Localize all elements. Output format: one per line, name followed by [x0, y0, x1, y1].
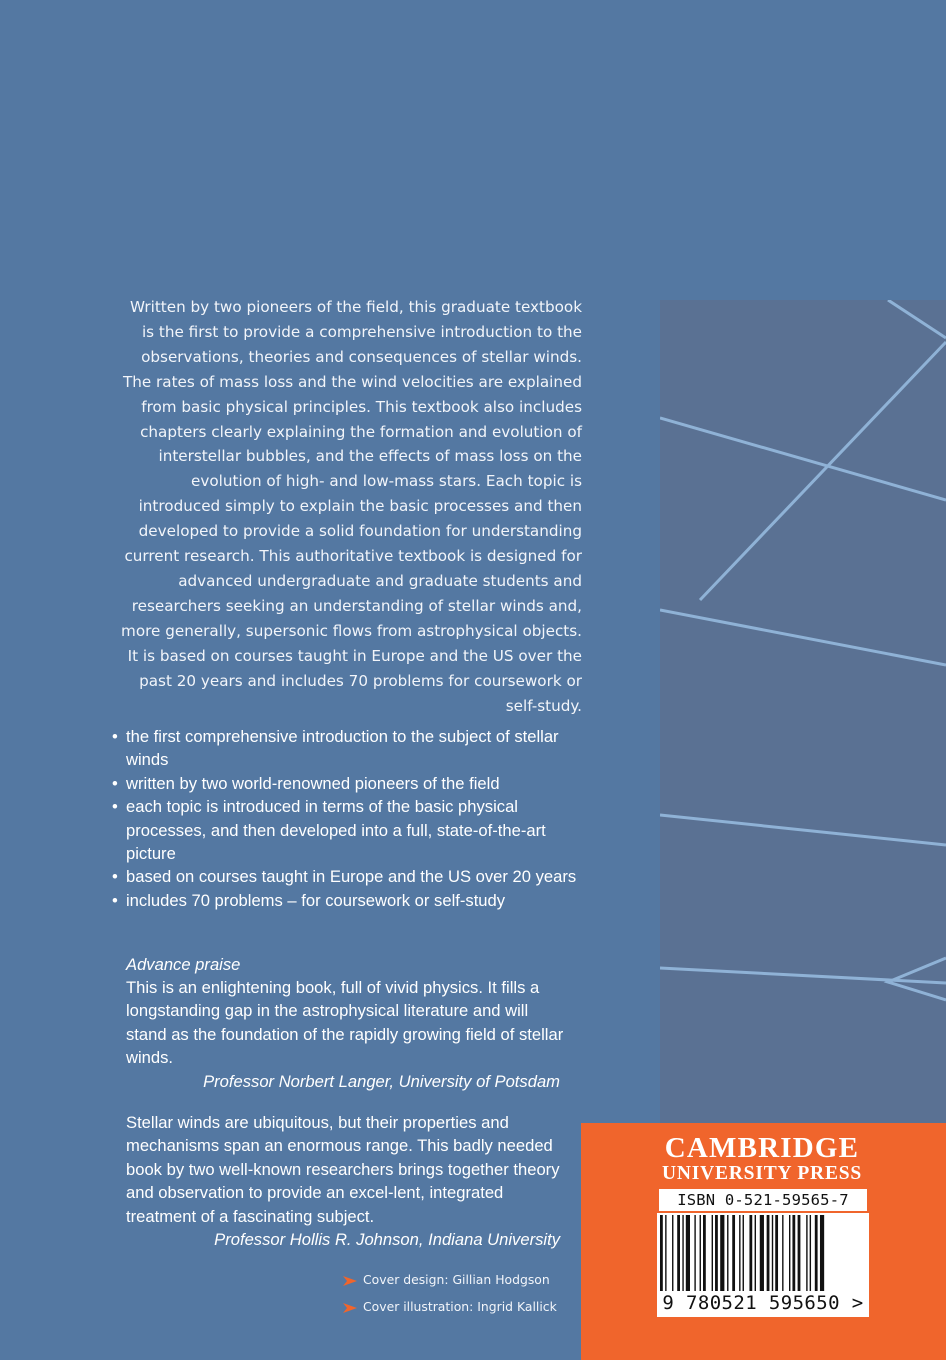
publisher-name: CAMBRIDGE — [664, 1132, 860, 1164]
barcode-bar — [677, 1215, 680, 1291]
barcode-bar — [782, 1215, 783, 1291]
isbn-label: ISBN 0-521-59565-7 — [659, 1189, 867, 1211]
cover-illustration-credit — [343, 1299, 557, 1315]
praise-quote: Stellar winds are ubiquitous, but their properties and mechanisms span an enormous range. This badly needed book by two well-known researchers brings together theory and observation to provide an excel-lent, integrated treatment of a fascinating subject. — [126, 1113, 560, 1226]
barcode-bar — [755, 1215, 756, 1291]
praise-attribution: Professor Hollis R. Johnson, Indiana University — [214, 1230, 560, 1249]
publisher-subtitle: UNIVERSITY PRESS — [661, 1163, 863, 1184]
barcode-bar — [660, 1215, 663, 1291]
feature-list — [112, 725, 582, 912]
barcode-bar — [715, 1215, 718, 1291]
barcode-bar — [720, 1215, 724, 1291]
barcode-bar — [703, 1215, 706, 1291]
barcode-bar — [806, 1215, 807, 1291]
barcode-bar — [712, 1215, 713, 1291]
barcode-bar — [743, 1215, 744, 1291]
barcode-bar — [760, 1215, 764, 1291]
barcode-bar — [820, 1215, 824, 1291]
barcode-bar — [686, 1215, 690, 1291]
feature-item: • written by two world-renowned pioneers of the field — [112, 772, 582, 795]
praise-heading: Advance praise — [126, 955, 241, 974]
barcode-digits: 9 780521 595650 > — [662, 1292, 864, 1314]
barcode-bar — [700, 1215, 701, 1291]
barcode-bar — [665, 1215, 666, 1291]
barcode-bar — [772, 1215, 773, 1291]
barcode-bar — [732, 1215, 735, 1291]
barcode-bar — [694, 1215, 695, 1291]
feature-item: • each topic is introduced in terms of the basic physical processes, and then developed into a full, state-of-the-art picture — [112, 795, 582, 865]
barcode-bar — [810, 1215, 811, 1291]
praise-attribution: Professor Norbert Langer, University of Potsdam — [203, 1072, 560, 1091]
barcode-bar — [727, 1215, 728, 1291]
arrow-right-icon — [343, 1276, 357, 1286]
barcode-bar — [682, 1215, 683, 1291]
barcode-bar — [749, 1215, 752, 1291]
barcode-bar — [767, 1215, 770, 1291]
publisher-block — [581, 1123, 946, 1360]
barcode-bar — [792, 1215, 795, 1291]
barcode-image — [657, 1213, 869, 1293]
arrow-right-icon — [343, 1303, 357, 1313]
feature-item: • the first comprehensive introduction to the subject of stellar winds — [112, 725, 582, 772]
cover-design-credit — [343, 1272, 550, 1288]
barcode-area — [657, 1213, 869, 1317]
barcode-bar — [798, 1215, 801, 1291]
book-description: Written by two pioneers of the field, this graduate textbook is the first to provide a comprehensive introduction to the observations, theories and consequences of stellar winds. The rates of mass loss and the wind velocities are explained from basic physical principles. This textbook also includes chapters clearly explaining the formation and evolution of interstellar bubbles, and the effects of mass loss on the evolution of high- and low-mass stars. Each topic is introduced simply to explain the basic processes and then developed to provide a solid foundation for understanding current research. This authoritative textbook is designed for advanced undergraduate and graduate students and researchers seeking an understanding of stellar winds and, more generally, supersonic flows from astrophysical objects. It is based on courses taught in Europe and the US over the past 20 years and includes 70 problems for coursework or self-study. — [121, 298, 582, 715]
credit-text: Cover illustration: Ingrid Kallick — [363, 1299, 557, 1314]
credit-text: Cover design: Gillian Hodgson — [363, 1272, 550, 1287]
barcode-bar — [789, 1215, 790, 1291]
feature-item: • includes 70 problems – for coursework or self-study — [112, 889, 582, 912]
feature-item: • based on courses taught in Europe and the US over 20 years — [112, 865, 582, 888]
barcode-bar — [775, 1215, 778, 1291]
barcode-bar — [739, 1215, 740, 1291]
praise-quote: This is an enlightening book, full of vivid physics. It fills a longstanding gap in the astrophysical literature and will stand as the foundation of the rapidly growing field of stellar winds. — [126, 978, 564, 1068]
barcode-bar — [672, 1215, 673, 1291]
barcode-bar — [815, 1215, 818, 1291]
